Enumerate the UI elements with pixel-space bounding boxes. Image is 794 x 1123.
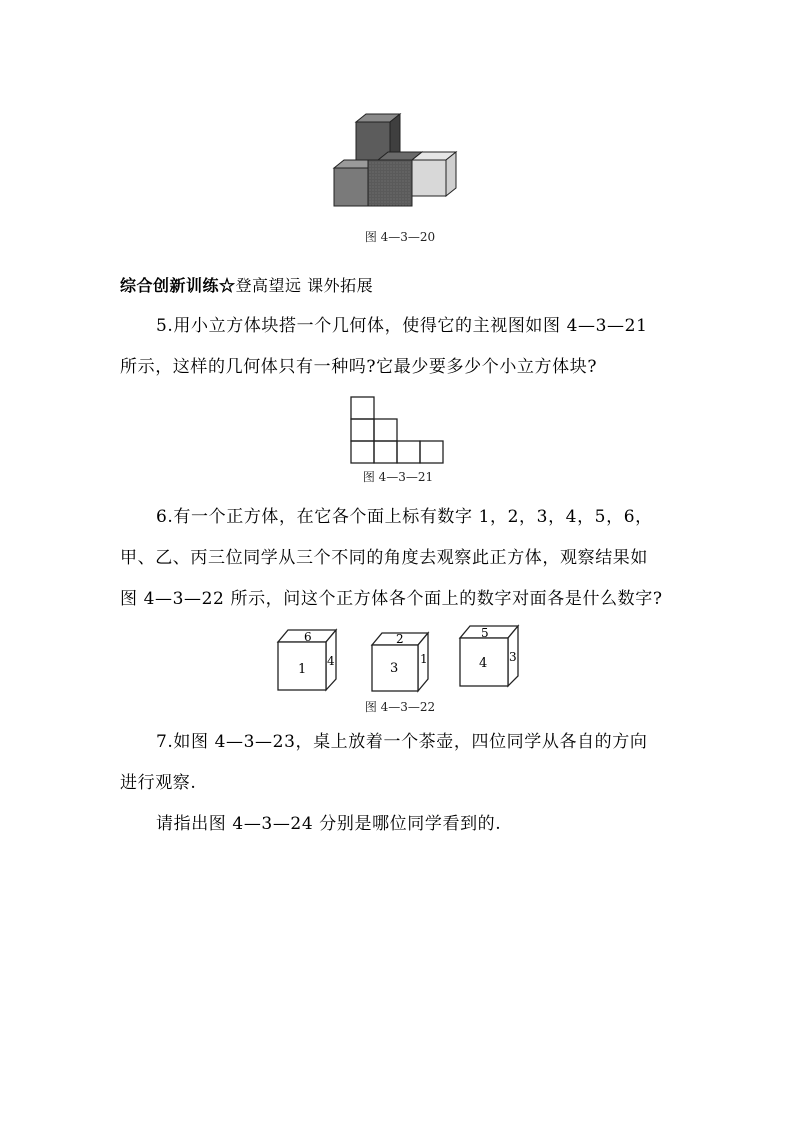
cube-2-top-number: 2 <box>396 632 404 646</box>
question-7-line-1: 7.如图 4—3—23，桌上放着一个茶壶，四位同学从各自的方向 <box>156 732 648 752</box>
section-title <box>120 273 373 296</box>
question-5-line-2: 所示，这样的几何体只有一种吗?它最少要多少个小立方体块? <box>120 357 598 377</box>
figure-4-3-21 <box>350 396 446 464</box>
question-7-line-3: 请指出图 4—3—24 分别是哪位同学看到的. <box>156 814 502 834</box>
question-6-line-3: 图 4—3—22 所示，问这个正方体各个面上的数字对面各是什么数字? <box>120 589 663 609</box>
cube-3-top-number: 5 <box>481 626 489 640</box>
question-7-line-2: 进行观察. <box>120 773 197 793</box>
question-5 <box>120 306 680 388</box>
question-6-line-1: 6.有一个正方体，在它各个面上标有数字 1，2，3，4，5，6， <box>156 507 653 527</box>
question-7 <box>120 722 680 845</box>
question-6 <box>120 497 680 620</box>
cube-2-side-number: 1 <box>420 652 428 666</box>
section-title-rest: 登高望远 课外拓展 <box>235 276 374 295</box>
middle-cube-front <box>368 160 412 206</box>
section-title-bold: 综合创新训练☆ <box>120 276 236 295</box>
cube-2-front-number: 3 <box>390 661 399 676</box>
right-cube-front <box>412 160 446 196</box>
figure-4-3-22 <box>270 624 530 694</box>
cube-1-top-number: 6 <box>304 630 312 644</box>
cube-1-front-number: 1 <box>298 662 307 677</box>
figure-caption-4-3-22: 图 4—3—22 <box>364 700 436 714</box>
cube-1-side-number: 4 <box>327 654 335 668</box>
question-5-line-1: 5.用小立方体块搭一个几何体，使得它的主视图如图 4—3—21 <box>156 316 648 336</box>
left-cube-front <box>334 168 368 206</box>
figure-caption-4-3-20: 图 4—3—20 <box>364 230 436 244</box>
cube-3-side-number: 3 <box>509 650 517 664</box>
figure-caption-4-3-21: 图 4—3—21 <box>362 470 434 484</box>
cube-3-front-number: 4 <box>479 656 488 671</box>
question-6-line-2: 甲、乙、丙三位同学从三个不同的角度去观察此正方体，观察结果如 <box>120 548 648 568</box>
figure-4-3-20 <box>330 108 470 208</box>
